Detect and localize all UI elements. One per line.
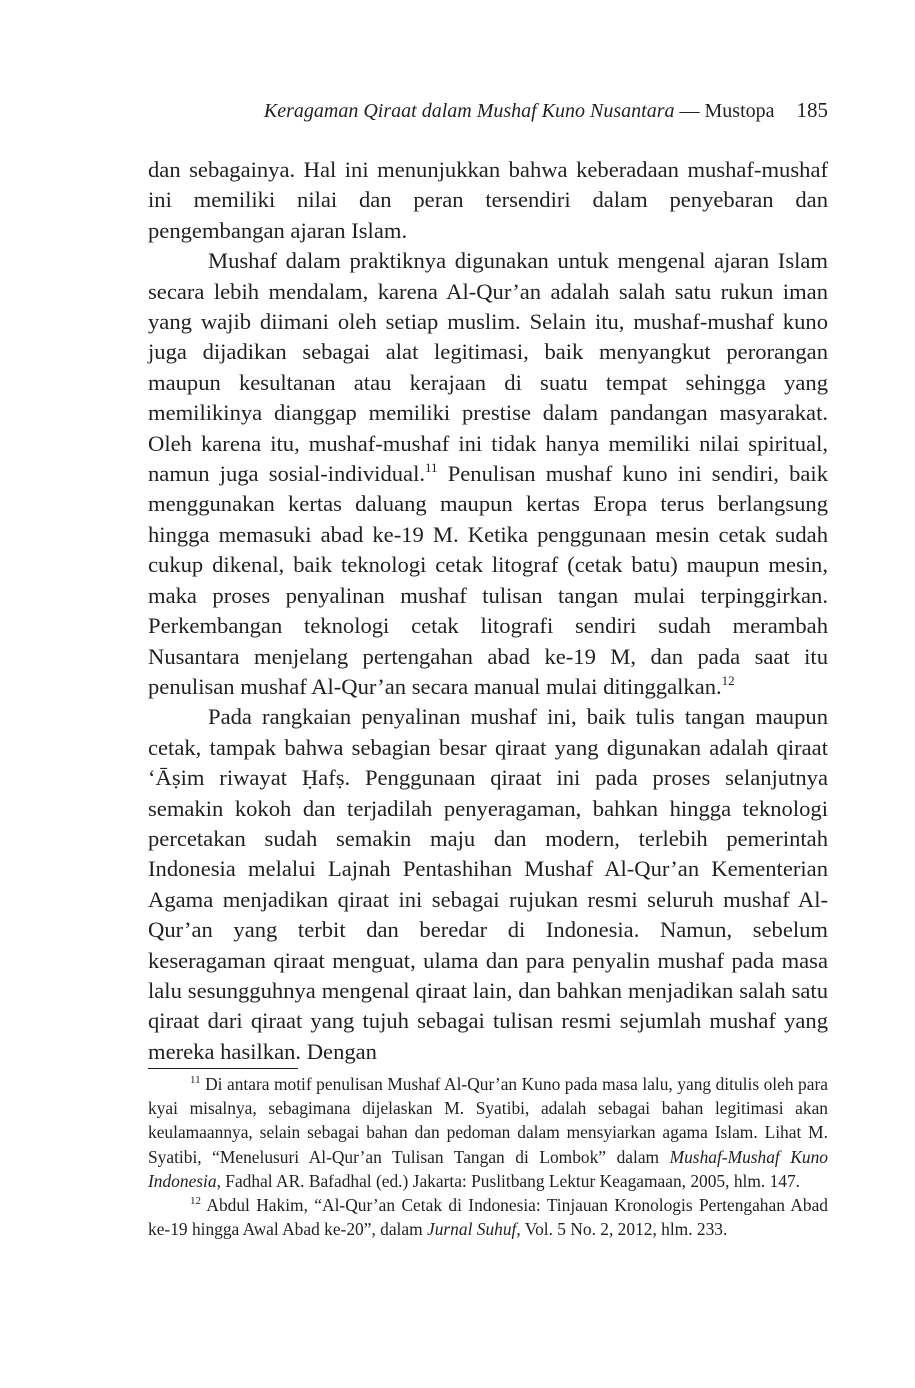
footnote-12-number: 12 [190,1195,201,1208]
footnote-11-text-a: Di antara motif penulisan Mushaf Al-Qur’an Kuno pada masa lalu, yang ditulis oleh para kyai misalnya, sebagimana dijelaskan M. Syatibi, adalah sebagai bahan legitimasi akan keulamaannya, selain sebagai bahan dan pedoman dalam mensyiarkan agama Islam. Lihat M. Syatibi, “Menelusuri Al-Qur’an Tulisan Tangan di Lombok” dalam [148,1074,828,1167]
paragraph-3 [148,702,828,1067]
footnote-12-journal-title: Jurnal Suhuf, [427,1219,521,1240]
footnote-11-text-b: , Fadhal AR. Bafadhal (ed.) Jakarta: Puslitbang Lektur Keagamaan, 2005, hlm. 147. [216,1170,801,1191]
paragraph-1 [148,155,828,246]
paragraph-1-text: dan sebagainya. Hal ini menunjukkan bahwa keberadaan mushaf-mushaf ini memiliki nilai dan peran tersendiri dalam penyebaran dan pengembangan ajaran Islam. [148,157,828,243]
footnote-11-number: 11 [190,1074,201,1086]
footnote-12-text-b: Vol. 5 No. 2, 2012, hlm. 233. [520,1219,728,1240]
paragraph-3-text: Pada rangkaian penyalinan mushaf ini, baik tulis tangan maupun cetak, tampak bahwa sebagian besar qiraat yang digunakan adalah qiraat ‘Āṣim riwayat Ḥafṣ. Penggunaan qiraat ini pada proses selanjutnya semakin kokoh dan terjadilah penyeragaman, bahkan hingga teknologi percetakan sudah semakin maju dan modern, terlebih pemerintah Indonesia melalui Lajnah Pentashihan Mushaf Al-Qur’an Kementerian Agama menjadikan qiraat ini sebagai rujukan resmi seluruh mushaf Al-Qur’an yang terbit dan beredar di Indonesia. Namun, sebelum keseragaman qiraat menguat, ulama dan para penyalin mushaf pada masa lalu sesungguhnya mengenal qiraat lain, dan bahkan menjadikan salah satu qiraat dari qiraat yang tujuh sebagai tulisan resmi sejumlah mushaf yang mereka hasilkan. Dengan [148,704,828,1064]
body-text [148,155,828,1067]
paragraph-2-text-a: Mushaf dalam praktiknya digunakan untuk mengenal ajaran Islam secara lebih mendalam, karena Al-Qur’an adalah salah satu rukun iman yang wajib diimani oleh setiap muslim. Selain itu, mushaf-mushaf kuno juga dijadikan sebagai alat legitimasi, baik menyangkut perorangan maupun kesultanan atau kerajaan di suatu tempat sehingga yang memilikinya dianggap memiliki prestise dalam pandangan masyarakat. Oleh karena itu, mushaf-mushaf ini tidak hanya memiliki nilai spiritual, namun juga sosial-individual. [148,248,828,487]
paragraph-2-text-b: Penulisan mushaf kuno ini sendiri, baik menggunakan kertas daluang maupun kertas Eropa terus berlangsung hingga memasuki abad ke-19 M. Ketika penggunaan mesin cetak sudah cukup dikenal, baik teknologi cetak litograf (cetak batu) maupun mesin, maka proses penyalinan mushaf tulisan tangan mulai terpinggirkan. Perkembangan teknologi cetak litografi sendiri sudah merambah Nusantara menjelang pertengahan abad ke-19 M, dan pada saat itu penulisan mushaf Al-Qur’an secara manual mulai ditinggalkan. [148,461,829,699]
footnotes [148,1072,828,1241]
footnote-12 [148,1193,828,1241]
page-number: 185 [796,98,828,122]
footnote-ref-11[interactable]: 11 [425,460,438,476]
paragraph-2 [148,246,828,702]
footnote-11-book-title: Mushaf-Mushaf Kuno Indonesia [148,1146,828,1191]
footnote-12-text-a: Abdul Hakim, “Al-Qur’an Cetak di Indonesia: Tinjauan Kronologis Pertengahan Abad ke-19 hingga Awal Abad ke-20”, dalam [148,1195,828,1240]
footnote-divider [148,1068,298,1069]
footnote-11 [148,1072,828,1193]
footnote-ref-12[interactable]: 12 [721,672,735,688]
running-header-author: Mustopa [704,100,775,122]
running-header-separator: — [674,100,705,122]
running-header [148,96,828,125]
running-header-title: Keragaman Qiraat dalam Mushaf Kuno Nusantara [263,100,675,122]
